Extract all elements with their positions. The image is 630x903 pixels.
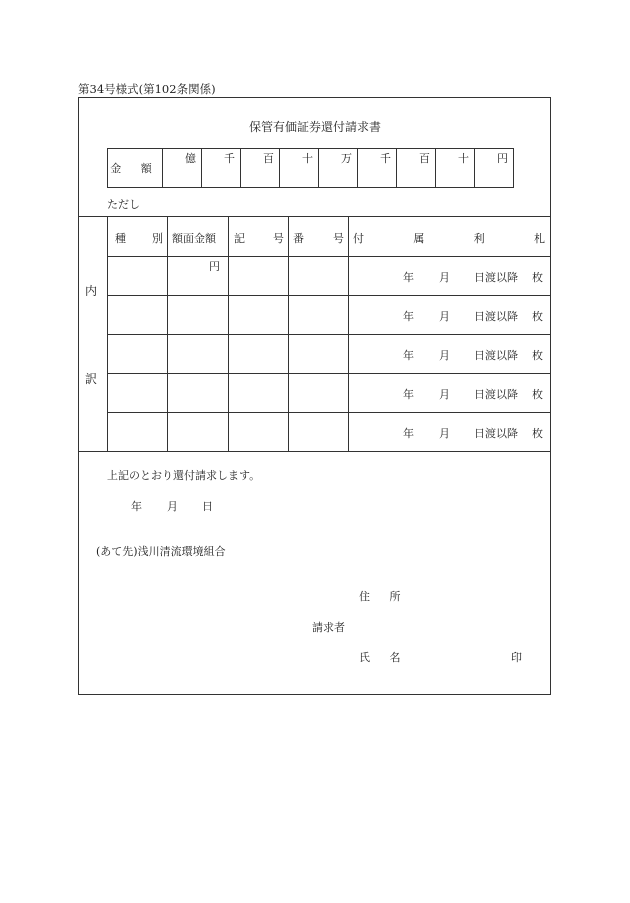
- digit-hyaku[interactable]: 百: [397, 149, 436, 188]
- form-number: 第34号様式(第102条関係): [78, 82, 216, 96]
- seal-mark: 印: [511, 651, 522, 664]
- row-sheets: 枚: [532, 271, 543, 284]
- column-line: [348, 216, 349, 451]
- row-year: 年: [403, 349, 414, 362]
- date-day: 日: [202, 500, 213, 513]
- digit-sen[interactable]: 千: [358, 149, 397, 188]
- row-line: [107, 412, 551, 413]
- row-month: 月: [439, 388, 450, 401]
- row-month: 月: [439, 271, 450, 284]
- section-divider-bottom: [78, 451, 551, 452]
- row-sheets: 枚: [532, 427, 543, 440]
- column-header-coupon: 付 属 利 札: [353, 232, 545, 245]
- digit-man[interactable]: 万: [319, 149, 358, 188]
- face-value-unit: 円: [209, 260, 220, 273]
- column-line: [107, 216, 108, 451]
- row-year: 年: [403, 388, 414, 401]
- row-after: 日渡以降: [474, 349, 518, 362]
- row-month: 月: [439, 349, 450, 362]
- row-sheets: 枚: [532, 310, 543, 323]
- form-title: 保管有価証券還付請求書: [248, 120, 381, 134]
- request-statement: 上記のとおり還付請求します。: [107, 469, 261, 482]
- row-line: [107, 334, 551, 335]
- row-after: 日渡以降: [474, 271, 518, 284]
- column-header-number: 番 号: [293, 232, 344, 245]
- column-line: [167, 216, 168, 451]
- row-line: [107, 373, 551, 374]
- column-header-face-value: 額面金額: [172, 232, 216, 245]
- date-year: 年: [131, 500, 142, 513]
- amount-table: [107, 148, 514, 188]
- row-year: 年: [403, 427, 414, 440]
- digit-sen-man[interactable]: 千: [202, 149, 241, 188]
- row-after: 日渡以降: [474, 388, 518, 401]
- addressee: (あて先)浅川清流環境組合: [96, 545, 226, 558]
- row-year: 年: [403, 271, 414, 284]
- row-month: 月: [439, 310, 450, 323]
- name-label: 氏 名: [359, 651, 409, 664]
- digit-juu[interactable]: 十: [436, 149, 475, 188]
- digit-oku[interactable]: 億: [163, 149, 202, 188]
- tadashi-label: ただし: [107, 198, 140, 211]
- column-header-symbol: 記 号: [234, 232, 284, 245]
- column-line: [228, 216, 229, 451]
- requester-label: 請求者: [312, 621, 345, 634]
- digit-en[interactable]: 円: [475, 149, 514, 188]
- row-year: 年: [403, 310, 414, 323]
- section-divider-top: [78, 216, 551, 217]
- address-label: 住 所: [359, 590, 409, 603]
- column-line: [288, 216, 289, 451]
- column-header-kind: 種 別: [115, 232, 163, 245]
- row-after: 日渡以降: [474, 427, 518, 440]
- side-label-uchi: 内: [85, 284, 98, 298]
- row-line: [107, 295, 551, 296]
- side-label-wake: 訳: [85, 372, 98, 386]
- digit-hyaku-man[interactable]: 百: [241, 149, 280, 188]
- date-month: 月: [167, 500, 178, 513]
- row-sheets: 枚: [532, 388, 543, 401]
- row-sheets: 枚: [532, 349, 543, 362]
- digit-juu-man[interactable]: 十: [280, 149, 319, 188]
- row-month: 月: [439, 427, 450, 440]
- row-line: [107, 256, 551, 257]
- amount-label: 金 額: [108, 149, 163, 188]
- row-after: 日渡以降: [474, 310, 518, 323]
